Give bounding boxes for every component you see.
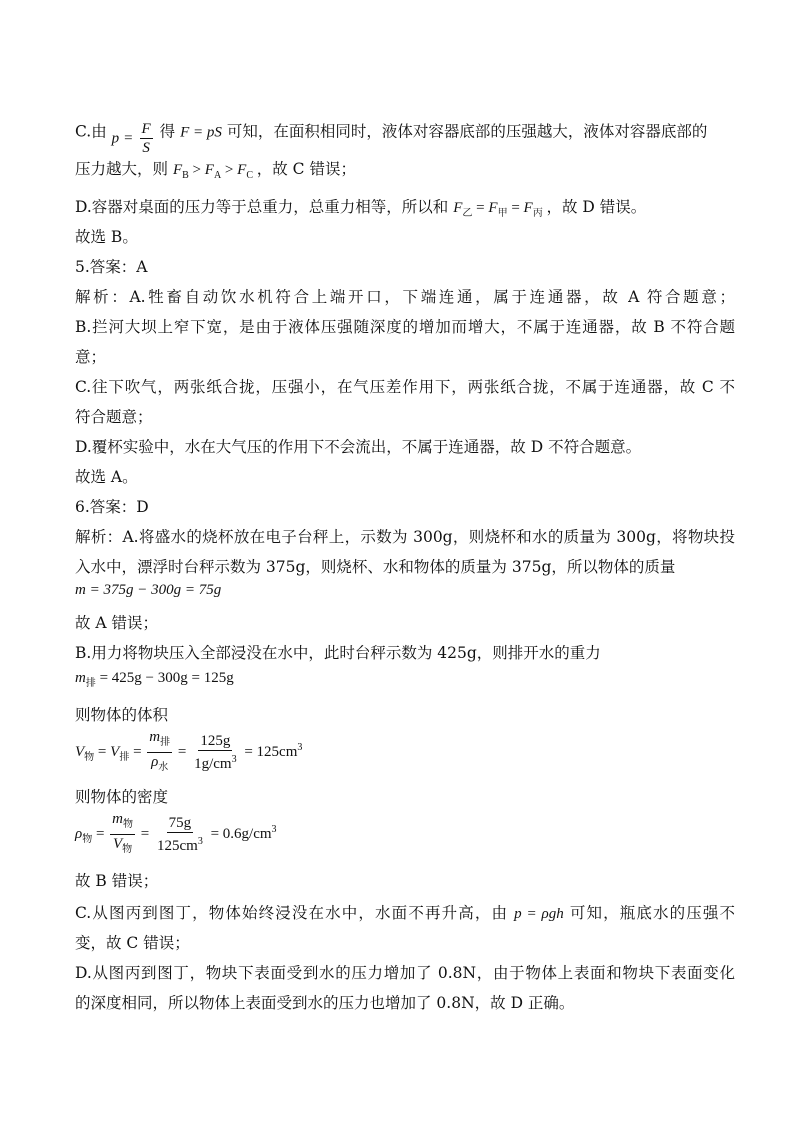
math-symbol: = (124, 130, 133, 147)
text-line: 则物体的体积 (75, 706, 169, 724)
text: C.由 (75, 122, 107, 141)
text: C.从图丙到图丁，物体始终浸没在水中，水面不再升高，由 (75, 904, 509, 922)
numerator: F (141, 121, 151, 137)
text-line: B.用力将物块压入全部浸没在水中，此时台秤示数为 425g，则排开水的重力 (75, 644, 601, 662)
answer-heading: 5.答案：A (75, 258, 148, 276)
text-line: 的深度相同，所以物体上表面受到水的压力也增加了 0.8N，故 D 正确。 (75, 994, 575, 1012)
text-line: 故选 A。 (75, 468, 138, 486)
fraction: $\frac{m_物}{V_物}$ (112, 811, 134, 855)
denominator: S (142, 140, 150, 156)
text: 可知，在面积相同时，液体对容器底部的压强越大，液体对容器底部的 (226, 122, 708, 141)
formula-displaced-mass: $m_排 = 425g - 300g = 125g$ (75, 670, 234, 689)
text-line: 故 A 错误； (75, 614, 159, 632)
text-line: 符合题意； (75, 408, 153, 426)
fraction: $\frac{m_排}{\rho_水}$ (149, 729, 171, 773)
fraction: $\frac{125g}{1g/cm^3}$ (194, 733, 237, 772)
text-line: D.覆杯实验中，水在大气压的作用下不会流出，不属于连通器，故 D 不符合题意。 (75, 438, 642, 456)
text-line (75, 158, 735, 187)
text-line: 变，故 C 错误； (75, 934, 190, 952)
text: D.容器对桌面的压力等于总重力，总重力相等，所以和 (75, 198, 449, 216)
text: ，故 C 错误； (256, 160, 356, 178)
formula-p-eq-f-over-s (112, 120, 155, 157)
text: 压力越大，则 (75, 160, 169, 178)
math-symbol: p (111, 130, 120, 147)
text: 得 (159, 122, 176, 141)
text-line: 入水中，漂浮时台秤示数为 375g，则烧杯、水和物体的质量为 375g，所以物体的质量 (75, 558, 676, 576)
formula-f-eq-ps: F = pS (180, 124, 222, 141)
text-line (75, 196, 735, 225)
text-line: 解析：A.牲畜自动饮水机符合上端开口，下端连通，属于连通器，故 A 符合题意； (75, 288, 735, 306)
fraction: $\frac{75g}{125cm^3}$ (156, 815, 203, 854)
formula-mass: m = 375g − 300g = 75g (75, 582, 222, 598)
answer-heading: 6.答案：D (75, 498, 149, 516)
formula-force-compare: $F_B > F_A > F_C$ (172, 162, 253, 181)
formula-volume: $V_物 = V_排$ = $\frac{m_排}{\rho_水}$ = $\frac{125g}{1g/cm^3}$ = $125cm^3$ (75, 728, 302, 777)
text-line: 解析：A.将盛水的烧杯放在电子台秤上，示数为 300g，则烧杯和水的质量为 300g，将物块投 (75, 528, 735, 546)
text-line: 意； (75, 348, 107, 366)
text-line: 故 B 错误； (75, 872, 159, 890)
text: 可知，瓶底水的压强不 (569, 904, 735, 922)
text: ，故 D 错误。 (546, 198, 647, 216)
text-line: B.拦河大坝上窄下宽，是由于液体压强随深度的增加而增大，不属于连通器，故 B 不符合题 (75, 318, 735, 336)
text-line (75, 120, 735, 157)
text-line: 故选 B。 (75, 228, 138, 246)
text-line (75, 902, 735, 925)
text-line: C.往下吹气，两张纸合拢，压强小，在气压差作用下，两张纸合拢，不属于连通器，故 C 不 (75, 378, 735, 396)
formula-density: $\rho_物$ = $\frac{m_物}{V_物}$ = $\frac{75g}{125cm^3}$ = $0.6g/cm^3$ (75, 810, 277, 859)
text-line: D.从图丙到图丁，物块下表面受到水的压力增加了 0.8N，由于物体上表面和物块下表面变化 (75, 964, 735, 982)
formula-force-equal: $F_乙 = F_甲 = F_丙$ (453, 200, 543, 219)
text-line: 则物体的密度 (75, 788, 169, 806)
formula-pressure: p = ρgh (514, 906, 564, 922)
fraction (140, 120, 153, 157)
